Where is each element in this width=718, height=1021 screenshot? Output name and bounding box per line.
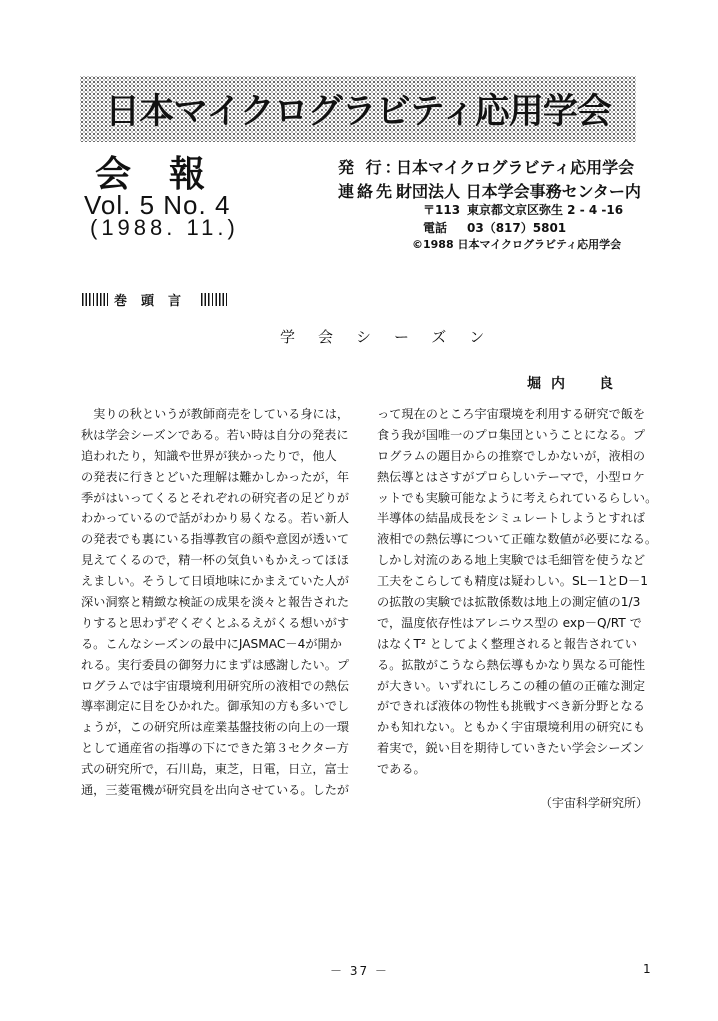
article-line: かも知れない。ともかく宇宙環境利用の研究にも	[377, 720, 646, 735]
publisher-label: 発 行：	[338, 158, 404, 177]
article-line: 熱伝導とはさすがプロらしいテーマで，小型ロケ	[377, 469, 645, 484]
section-heading-text: 巻頭言	[114, 294, 196, 309]
article-line: 導率測定に目をひかれた。御承知の方も多いでし	[81, 699, 350, 714]
article-line: ょうが，この研究所は産業基盤技術の向上の一環	[81, 720, 350, 735]
article-line: 式の研究所で，石川島，東芝，日電，日立，富士	[81, 762, 349, 777]
article-line: 見えてくるので，精一杯の気負いもかえってほほ	[81, 553, 349, 568]
telephone-label: 電話	[423, 221, 448, 235]
article-line: わかっているので話がわかり易くなる。若い新人	[81, 511, 350, 526]
article-line: で，温度依存性はアレニウス型の exp－Q/RT で	[377, 615, 642, 630]
article-line: の発表でも裏にいる指導教官の顔や意図が透いて	[81, 532, 350, 547]
section-heading	[82, 290, 227, 309]
decorative-bars-left	[82, 293, 108, 306]
publisher-row	[338, 155, 634, 178]
article-line: が大きい。いずれにしろこの種の値の正確な測定	[377, 678, 646, 693]
article-line: 食う我が国唯一のプロ集団ということになる。プ	[377, 427, 646, 442]
page-number: － 37 －	[330, 964, 389, 978]
article-line: って現在のところ宇宙環境を利用する研究で飯を	[377, 407, 646, 421]
article-line: しかし対流のある地上実験では毛細管を使うなど	[377, 553, 646, 568]
article-line: る。こんなシーズンの最中にJASMAC－4が開か	[81, 636, 342, 651]
article-line: として通産省の指導の下にできた第３セクター方	[81, 741, 349, 756]
copyright-notice: ©1988 日本マイクログラビティ応用学会	[412, 238, 622, 251]
article-line: である。	[377, 762, 426, 777]
article-line: 実りの秋というが教師商売をしている身には，	[81, 407, 350, 421]
article-line: 秋は学会シーズンである。若い時は自分の発表に	[81, 427, 349, 442]
article-line: はなくT² としてよく整理されると報告されてい	[377, 636, 637, 651]
address-row	[423, 201, 623, 218]
newsletter-title: 会報	[95, 153, 244, 195]
article-line: 着実で，鋭い目を期待していきたい学会シーズン	[377, 741, 645, 756]
sequence-number: 1	[643, 962, 651, 976]
article-line: れる。実行委員の御努力にまずは感謝したい。プ	[81, 657, 350, 672]
article-line: ットでも実験可能なように考えられているらしい。	[377, 490, 658, 505]
telephone-number: 03（817）5801	[467, 221, 567, 235]
decorative-bars-right	[201, 293, 227, 306]
article-line: 季がはいってくるとそれぞれの研究者の足どりが	[81, 490, 350, 505]
article-line: りすると思わずぞくぞくとふるえがくる想いがす	[81, 615, 350, 630]
banner	[80, 76, 636, 142]
article-line: ができれば液体の物性も挑戦すべき新分野となる	[377, 699, 645, 714]
contact-label: 連絡先：	[338, 182, 415, 201]
contact-row	[338, 179, 641, 202]
article-line: の拡散の実験では拡散係数は地上の測定値の1/3	[377, 595, 641, 610]
article-line: 工夫をこらしても精度は疑わしい。SL－1とD－1	[377, 574, 648, 589]
article-line: る。拡散がこうなら熱伝導もかなり異なる可能性	[377, 657, 646, 672]
volume-number: Vol. 5 No. 4	[84, 190, 231, 220]
article-line: えましい。そうして日頃地味にかまえていた人が	[81, 574, 350, 589]
article-line: 深い洞察と精緻な検証の成果を淡々と報告された	[81, 595, 350, 610]
article-line: 追われたり，知識や世界が狭かったりで，他人	[81, 448, 337, 463]
telephone-row	[423, 219, 566, 236]
article-line: 通，三菱電機が研究員を出向させている。したが	[81, 783, 350, 798]
issue-date: (1988. 11.)	[90, 215, 239, 240]
publisher-name: 日本マイクログラビティ応用学会	[396, 158, 635, 177]
postal-code: 〒113	[423, 203, 461, 217]
contact-name: 財団法人 日本学会事務センター内	[396, 182, 641, 201]
article-line: 半導体の結晶成長をシミュレートしようとすれば	[377, 511, 645, 526]
address: 東京都文京区弥生 2 - 4 -16	[467, 203, 624, 217]
article-line: 液相での熱伝導について正確な数値が必要になる。	[377, 532, 658, 547]
article-line: ログラムでは宇宙環境利用研究所の液相での熱伝	[81, 678, 350, 693]
author-affiliation: （宇宙科学研究所）	[540, 796, 649, 810]
article-column-left	[81, 404, 351, 801]
banner-title: 日本マイクログラビティ応用学会	[105, 92, 611, 132]
article-author: 堀内 良	[527, 376, 623, 392]
article-line: ログラムの題目からの推察でしかないが，液相の	[377, 448, 646, 463]
article-title: 学会シーズン	[280, 328, 508, 346]
article-column-right	[377, 404, 658, 780]
article-line: の発表に行きとどいた理解は難かしかったが，年	[81, 469, 350, 484]
